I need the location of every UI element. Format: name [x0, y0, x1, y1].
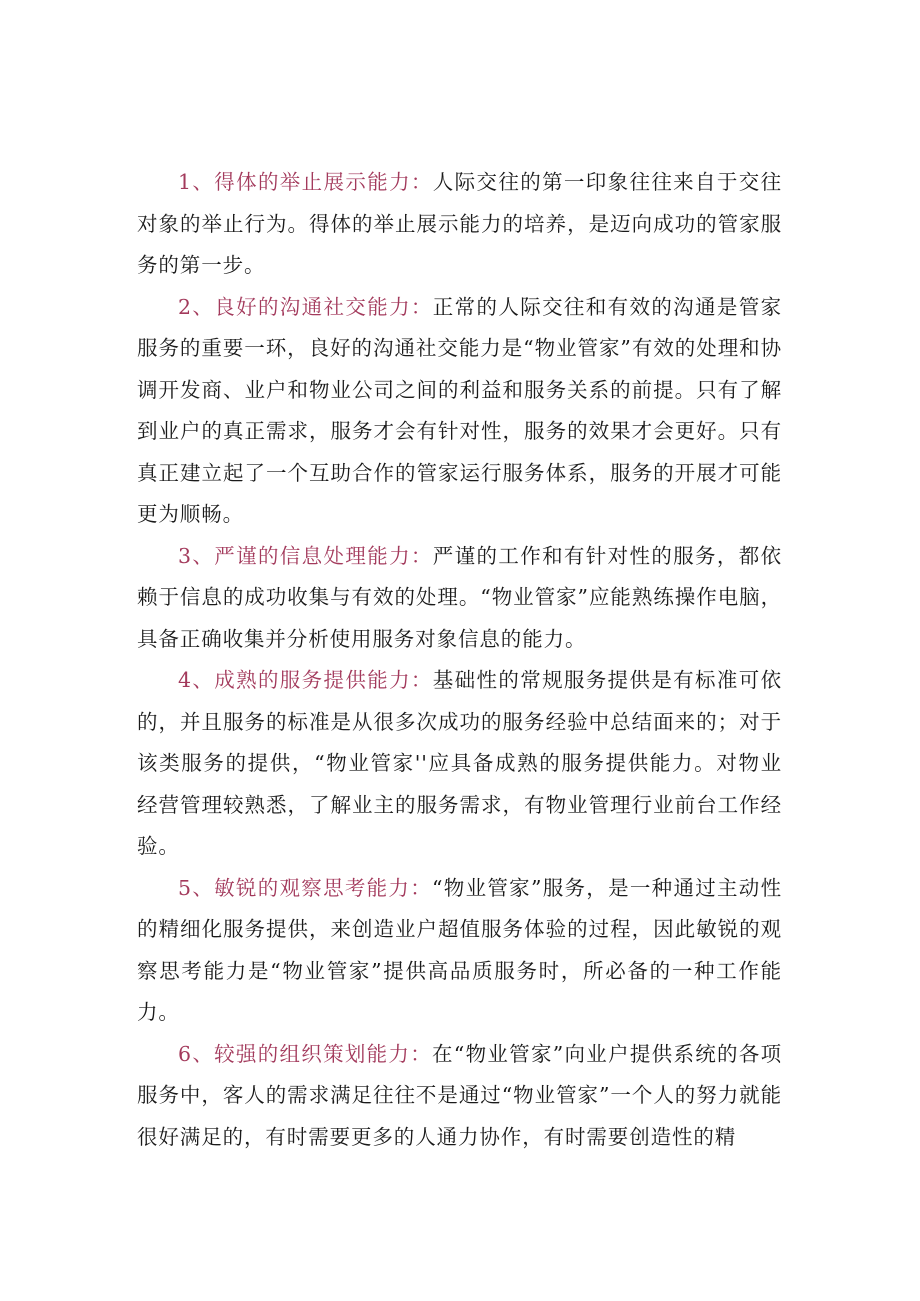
paragraph-3-text: 严谨的工作和有针对性的服务，都依赖于信息的成功收集与有效的处理。“物业管家”应能熟练操作电脑，具备正确收集并分析使用服务对象信息的能力。	[137, 543, 783, 651]
paragraph-2-heading: 2、良好的沟通社交能力：	[178, 294, 433, 319]
paragraph-1-text: 人际交往的第一印象往往来自于交往对象的举止行为。得体的举止展示能力的培养，是迈向成功的管家服务的第一步。	[137, 170, 783, 277]
paragraph-6-text: 在“物业管家”向业户提供系统的各项服务中，客人的需求满足往往不是通过“物业管家”一个人的努力就能很好满足的，有时需要更多的人通力协作，有时需要创造性的精	[137, 1041, 782, 1149]
paragraph-3	[137, 536, 782, 661]
paragraph-1	[137, 162, 782, 287]
paragraph-4-text: 基础性的常规服务提供是有标准可依的，并且服务的标准是从很多次成功的服务经验中总结面来的；对于该类服务的提供，“物业管家''应具备成熟的服务提供能力。对物业经营管理较熟悉，了解业主的服务需求，有物业管理行业前台工作经验。	[137, 668, 783, 858]
paragraph-2	[137, 287, 782, 536]
paragraph-5-text: “物业管家”服务，是一种通过主动性的精细化服务提供，来创造业户超值服务体验的过程，因此敏锐的观察思考能力是“物业管家”提供高品质服务时，所必备的一种工作能力。	[137, 875, 782, 1024]
paragraph-5-heading: 5、敏锐的观察思考能力：	[178, 875, 433, 900]
paragraph-4-heading: 4、成熟的服务提供能力：	[178, 668, 433, 692]
paragraph-6-heading: 6、较强的组织策划能力：	[178, 1041, 433, 1066]
paragraph-2-text: 正常的人际交往和有效的沟通是管家服务的重要一环，良好的沟通社交能力是“物业管家”有效的处理和协调开发商、业户和物业公司之间的利益和服务关系的前提。只有了解到业户的真正需求，服务才会有针对性，服务的效果才会更好。只有真正建立起了一个互助合作的管家运行服务体系，服务的开展才可能更为顺畅。	[137, 294, 783, 526]
paragraph-1-heading: 1、得体的举止展示能力：	[178, 170, 433, 194]
paragraph-4	[137, 660, 782, 868]
document-body	[137, 162, 782, 1158]
paragraph-6	[137, 1034, 782, 1159]
paragraph-5	[137, 868, 782, 1034]
paragraph-3-heading: 3、严谨的信息处理能力：	[178, 543, 433, 568]
